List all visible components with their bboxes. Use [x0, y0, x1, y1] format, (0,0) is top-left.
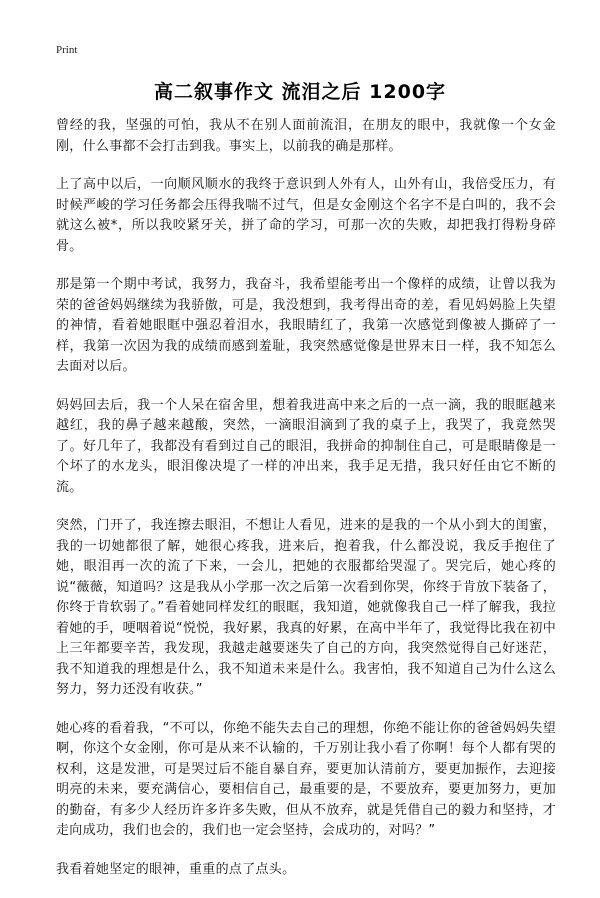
print-link[interactable]: Print [56, 44, 78, 56]
article-body [56, 116, 556, 898]
article-paragraph: 突然，门开了，我连擦去眼泪，不想让人看见，进来的是我的一个从小到大的闺蜜，我的一切她都很了解，她很心疼我，进来后，抱着我，什么都没说，我反手抱住了她，眼泪再一次的流了下来，一会儿，把她的衣服都给哭湿了。哭完后，她心疼的说“薇薇，知道吗？这是我从小学那一次之后第一次看到你哭，你终于肯放下装备了，你终于肯软弱了。”看着她同样发红的眼眶，我知道，她就像我自己一样了解我，我拉着她的手，哽咽着说“悦悦，我好累，我真的好累，在高中半年了，我觉得比我在初中上三年都要辛苦，我发现，我越走越要迷失了自己的方向，我突然觉得自己好迷茫，我不知道我的理想是什么，我不知道未来是什么。我害怕，我不知道自己为什么这么努力，努力还没有收获。” [56, 518, 556, 697]
article-title: 高二叙事作文 流泪之后 1200字 [153, 81, 447, 103]
article-paragraph: 那是第一个期中考试，我努力，我奋斗，我希望能考出一个像样的成绩，让曾以我为荣的爸爸妈妈继续为我骄傲，可是，我没想到，我考得出奇的差，看见妈妈脸上失望的神情，看着她眼眶中强忍着泪水，我眼睛红了，我第一次感觉到像被人撕碎了一样，我第一次因为我的成绩而感到羞耻，我突然感觉像是世界末日一样，我不知怎么去面对以后。 [56, 277, 556, 374]
article-paragraph: 曾经的我，坚强的可怕，我从不在别人面前流泪，在朋友的眼中，我就像一个女金刚，什么事都不会打击到我。事实上，以前我的确是那样。 [56, 118, 556, 154]
article-paragraph: 她心疼的看着我，“不可以，你绝不能失去自己的理想，你绝不能让你的爸爸妈妈失望啊，你这个女金刚，你可是从来不认输的，千万别让我小看了你啊！每个人都有哭的权利，这是发泄，可是哭过后不能自暴自弃，要更加认清前方，要更加振作，去迎接明亮的未来，要充满信心，要相信自己，最重要的是，不要放弃，要更加努力，更加的勤奋，有多少人经历许多许多失败，但从不放弃，就是凭借自己的毅力和坚持，才走向成功，我们也会的，我们也一定会坚持，会成功的，对吗？” [56, 720, 556, 838]
article-paragraph: 上了高中以后，一向顺风顺水的我终于意识到人外有人，山外有山，我倍受压力，有时候严峻的学习任务都会压得我喘不过气，但是女金刚这个名字不是白叫的，我不会就这么被*，所以我咬紧牙关，拼了命的学习，可那一次的失败，却把我打得粉身碎骨。 [56, 177, 556, 254]
article-paragraph: 妈妈回去后，我一个人呆在宿舍里，想着我进高中来之后的一点一滴，我的眼眶越来越红，我的鼻子越来越酸，突然，一滴眼泪滴到了我的桌子上，我哭了，我竟然哭了。好几年了，我都没有看到过自己的眼泪，我拼命的抑制住自己，可是眼睛像是一个坏了的水龙头，眼泪像决堤了一样的冲出来，我手足无措，我只好任由它不断的流。 [56, 397, 556, 495]
article-paragraph: 我看着她坚定的眼神，重重的点了点头。 [56, 861, 296, 877]
